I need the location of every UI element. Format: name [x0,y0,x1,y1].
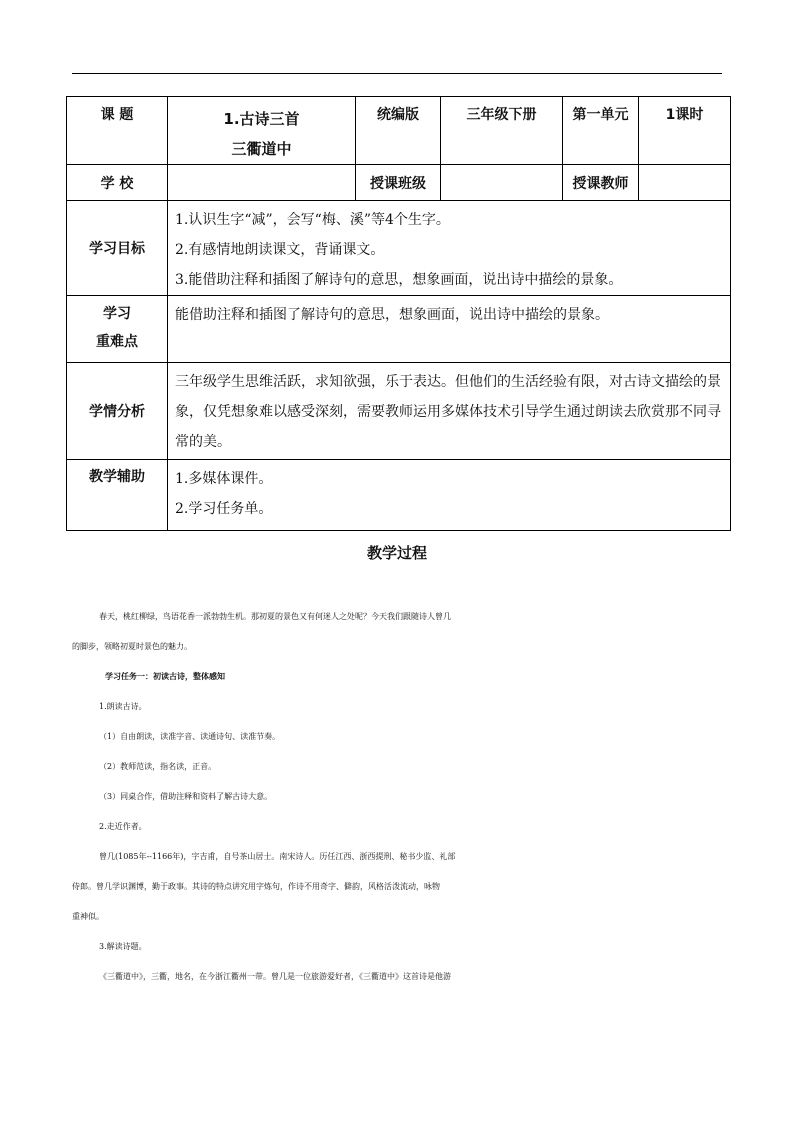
unit: 第一单元 [563,97,639,165]
analysis-line: 象，仅凭想象难以感受深刻，需要教师运用多媒体技术引导学生通过朗读去欣赏那不同寻 [175,404,721,420]
difficulty-label-line1: 学习 [103,306,131,322]
analysis-line: 常的美。 [175,434,231,450]
lesson-plan-table [66,96,731,531]
aids-content [168,460,731,531]
sub-step-item: （1）自由朗读，读准字音、读通诗句、读准节奏。 [99,732,281,741]
list-item: 3.能借助注释和插图了解诗句的意思，想象画面，说出诗中描绘的景象。 [175,272,623,288]
table-row [67,363,731,460]
table-row [67,165,731,201]
lesson-title-line2: 三衢道中 [231,140,292,158]
title-explanation-line: 《三衢道中》，三衢，地名，在今浙江衢州一带。曾几是一位旅游爱好者，《三衢道中》这首诗是他游 [99,972,451,981]
lesson-title-line1: 1.古诗三首 [223,110,300,128]
list-item: 2.有感情地朗读课文，背诵课文。 [175,242,385,258]
process-heading: 教学过程 [366,544,427,562]
author-line: 重神似。 [72,912,104,921]
intro-line: 的脚步，领略初夏时景色的魅力。 [72,642,192,651]
sub-step-item: （3）同桌合作，借助注释和资料了解古诗大意。 [99,792,273,801]
teacher-label: 授课教师 [563,165,639,201]
table-row [67,201,731,296]
table-row [67,460,731,531]
lesson-label: 课 题 [67,97,168,165]
edition: 统编版 [356,97,441,165]
difficulty-text: 能借助注释和插图了解诗句的意思，想象画面，说出诗中描绘的景象。 [175,307,609,323]
school-value [168,165,356,201]
teacher-value [639,165,731,201]
table-row [67,296,731,363]
header-rule [72,73,722,74]
analysis-line: 三年级学生思维活跃，求知欲强，乐于表达。但他们的生活经验有限，对古诗文描绘的景 [175,374,721,390]
step-item: 3.解读诗题。 [99,942,147,951]
table-row [67,97,731,165]
goals-label: 学习目标 [67,201,168,296]
class-hours: 1课时 [639,97,731,165]
goals-content [168,201,731,296]
author-line: 曾几(1085年--1166年)，字吉甫，自号茶山居士。南宋诗人。历任江西、浙西提刑、秘书少监、礼部 [99,852,456,861]
difficulty-label-line2: 重难点 [96,334,138,350]
author-line: 侍郎。曾几学识渊博，勤于政事。其诗的特点讲究用字炼句，作诗不用奇字、僻韵，风格活泼流动，咏物 [72,882,440,891]
list-item: 1.多媒体课件。 [175,471,273,487]
class-label: 授课班级 [356,165,441,201]
step-item: 1.朗读古诗。 [99,702,147,711]
process-body [72,602,724,992]
list-item: 2.学习任务单。 [175,501,273,517]
lesson-title [168,97,356,165]
step-item: 2.走近作者。 [99,822,147,831]
difficulty-content [168,296,731,363]
task-heading: 学习任务一：初读古诗，整体感知 [105,672,225,681]
list-item: 1.认识生字“减”，会写“梅、溪”等4个生字。 [175,212,450,228]
grade: 三年级下册 [441,97,563,165]
analysis-label: 学情分析 [67,363,168,460]
school-label: 学 校 [67,165,168,201]
difficulty-label [67,296,168,363]
sub-step-item: （2）教师范读，指名读，正音。 [99,762,217,771]
aids-label: 教学辅助 [67,460,168,531]
analysis-content [168,363,731,460]
intro-line: 春天，桃红柳绿，鸟语花香一派勃勃生机。那初夏的景色又有何迷人之处呢？今天我们跟随诗人曾几 [99,612,451,621]
class-value [441,165,563,201]
